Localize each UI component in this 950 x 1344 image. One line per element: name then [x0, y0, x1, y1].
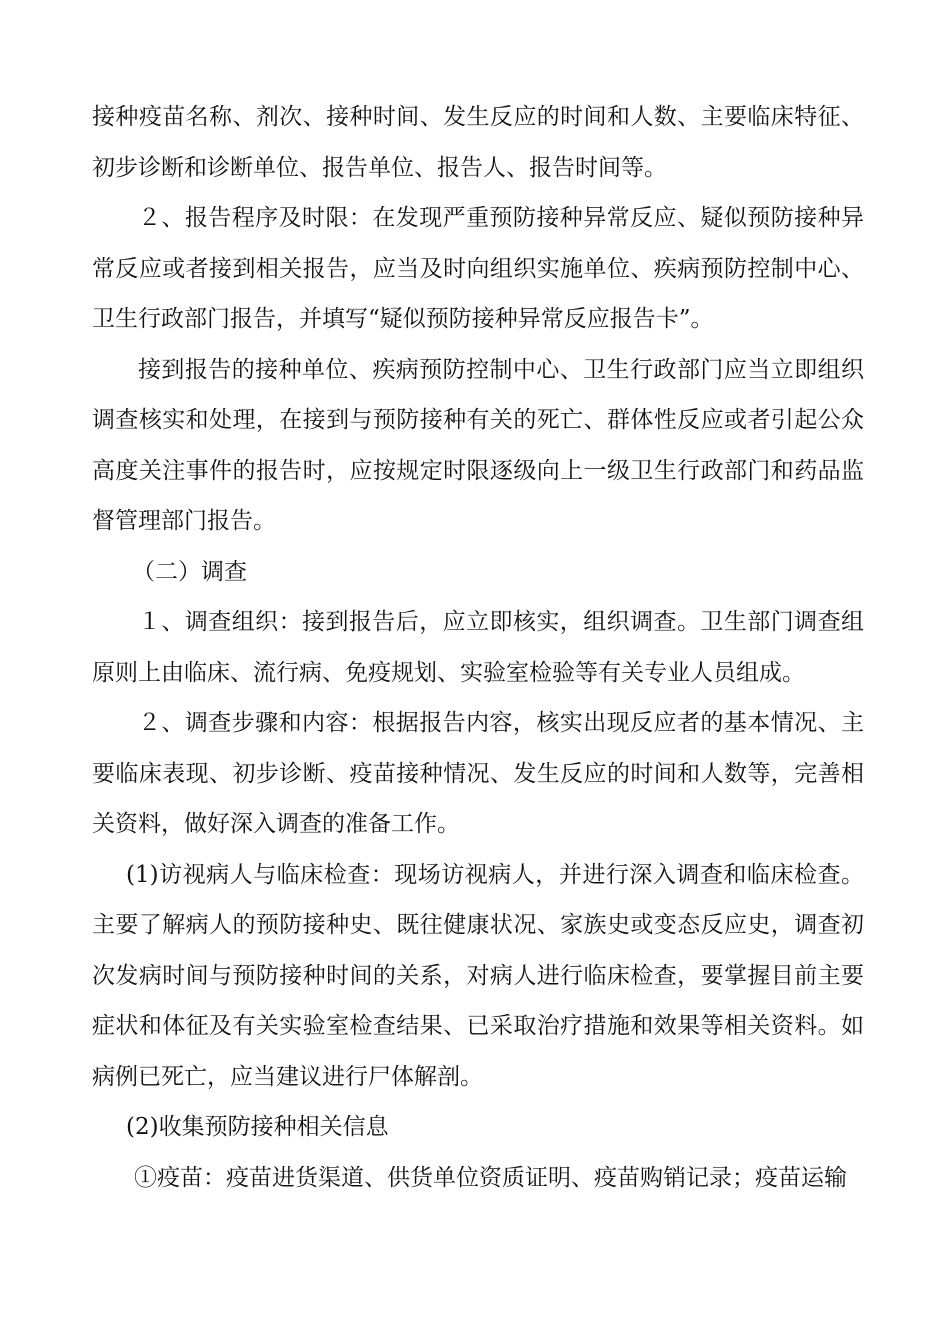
document-page [92, 92, 864, 1203]
paragraph-reporting-content: 接种疫苗名称、剂次、接种时间、发生反应的时间和人数、主要临床特征、初步诊断和诊断单位、报告单位、报告人、报告时间等。 [92, 104, 864, 181]
paragraph-investigation-organization: １、调查组织：接到报告后，应立即核实，组织调查。卫生部门调查组原则上由临床、流行病、免疫规划、实验室检验等有关专业人员组成。 [92, 609, 864, 686]
paragraph-collect-info: (2)收集预防接种相关信息 [126, 1114, 389, 1140]
paragraph-patient-visit: (1)访视病人与临床检查：现场访视病人，并进行深入调查和临床检查。主要了解病人的预防接种史、既往健康状况、家族史或变态反应史，调查初次发病时间与预防接种时间的关系，对病人进行临床检查，要掌握目前主要症状和体征及有关实验室检查结果、已采取治疗措施和效果等相关资料。如病例已死亡，应当建议进行尸体解剖。 [92, 861, 864, 1090]
paragraph-vaccine-info: ①疫苗：疫苗进货渠道、供货单位资质证明、疫苗购销记录；疫苗运输 [134, 1164, 847, 1191]
paragraph-reporting-followup: 接到报告的接种单位、疾病预防控制中心、卫生行政部门应当立即组织调查核实和处理，在接到与预防接种有关的死亡、群体性反应或者引起公众高度关注事件的报告时，应按规定时限逐级向上一级卫生行政部门和药品监督管理部门报告。 [92, 356, 864, 534]
section-heading-investigation: （二）调查 [132, 558, 247, 585]
paragraph-reporting-procedure: ２、报告程序及时限：在发现严重预防接种异常反应、疑似预防接种异常反应或者接到相关报告，应当及时向组织实施单位、疾病预防控制中心、卫生行政部门报告，并填写“疑似预防接种异常反应报告卡”。 [92, 205, 864, 332]
paragraph-investigation-steps: ２、调查步骤和内容：根据报告内容，核实出现反应者的基本情况、主要临床表现、初步诊断、疫苗接种情况、发生反应的时间和人数等，完善相关资料，做好深入调查的准备工作。 [92, 710, 864, 837]
